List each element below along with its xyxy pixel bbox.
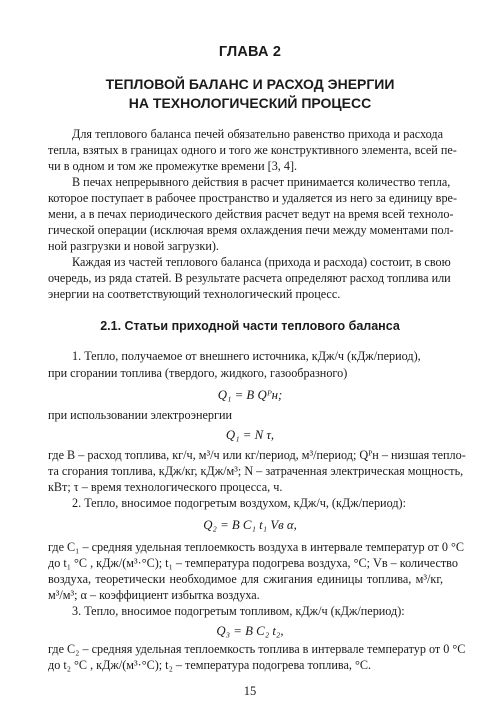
text-line: кВт; τ – время технологического процесса, ч.	[48, 480, 283, 494]
text-line: чи в одном и том же промежутке времени [3, 4].	[48, 159, 298, 173]
text-line: м³/м³; α – коэффициент избытка воздуха.	[48, 588, 260, 602]
formula-q2: Q₂ = B C₁ t₁ Vв α,	[203, 518, 297, 532]
text-line: до t₁ °С , кДж/(м³·°С); t₁ – температура подогрева воздуха, °С; Vв – количество	[48, 556, 458, 570]
text-line: где C₁ – средняя удельная теплоемкость воздуха в интервале температур от 0 °С	[48, 540, 465, 554]
page-number: 15	[243, 684, 257, 698]
chapter-title-line-2: НА ТЕХНОЛОГИЧЕСКИЙ ПРОЦЕСС	[128, 95, 372, 111]
chapter-title-line-1: ТЕПЛОВОЙ БАЛАНС И РАСХОД ЭНЕРГИИ	[105, 76, 395, 92]
formula-q3: Q₃ = B C₂ t₂,	[216, 624, 284, 638]
text-line: до t₂ °С , кДж/(м³·°С); t₂ – температура подогрева топлива, °С.	[48, 658, 372, 672]
text-line: где B – расход топлива, кг/ч, м³/ч или кг/период, м³/период; Qᴾн – низшая тепло-	[48, 448, 466, 462]
chapter-heading: ГЛАВА 2	[218, 44, 282, 60]
text-line: 2. Тепло, вносимое подогретым воздухом, кДж/ч, (кДж/период):	[72, 496, 406, 510]
text-line: тепла, взятых в границах одного и того же конструктивного элемента, всей пе-	[48, 143, 457, 157]
text-line: гической операции (исключая время охлаждения печи между моментами пол-	[48, 223, 454, 237]
text-line: та сгорания топлива, кДж/кг, кДж/м³; N – затраченная электрическая мощность,	[48, 464, 464, 478]
section-heading: 2.1. Статьи приходной части теплового баланса	[100, 319, 400, 333]
text-line: где C₂ – средняя удельная теплоемкость топлива в интервале температур от 0 °С	[48, 642, 466, 656]
text-line: воздуха, теоретически необходимое для сжигания единицы топлива, м³/кг,	[48, 572, 443, 586]
text-line: при использовании электроэнергии	[48, 408, 233, 422]
text-line: мени, а в печах периодического действия расчет ведут на время всей техноло-	[48, 207, 454, 221]
text-line: В печах непрерывного действия в расчет принимается количество тепла,	[72, 175, 451, 189]
text-line: 3. Тепло, вносимое подогретым топливом, кДж/ч (кДж/период):	[72, 604, 405, 618]
text-line: Каждая из частей теплового баланса (прихода и расхода) состоит, в свою	[72, 255, 451, 269]
formula-q1-fuel: Q₁ = B Qᴾн;	[217, 388, 283, 402]
formula-q1-electric: Q₁ = N τ,	[225, 428, 275, 442]
text-line: Для теплового баланса печей обязательно равенство прихода и расхода	[72, 127, 443, 141]
text-line: 1. Тепло, получаемое от внешнего источника, кДж/ч (кДж/период),	[72, 349, 421, 363]
text-line: энергии на соответствующий технологический процесс.	[48, 287, 341, 301]
text-line: которое поступает в рабочее пространство и удаляется из него за единицу вре-	[48, 191, 457, 205]
text-line: очередь, из ряда статей. В результате расчета определяют расход топлива или	[48, 271, 451, 285]
text-line: ной разгрузки и новой загрузки).	[48, 239, 219, 253]
text-line: при сгорании топлива (твердого, жидкого, газообразного)	[48, 366, 348, 380]
